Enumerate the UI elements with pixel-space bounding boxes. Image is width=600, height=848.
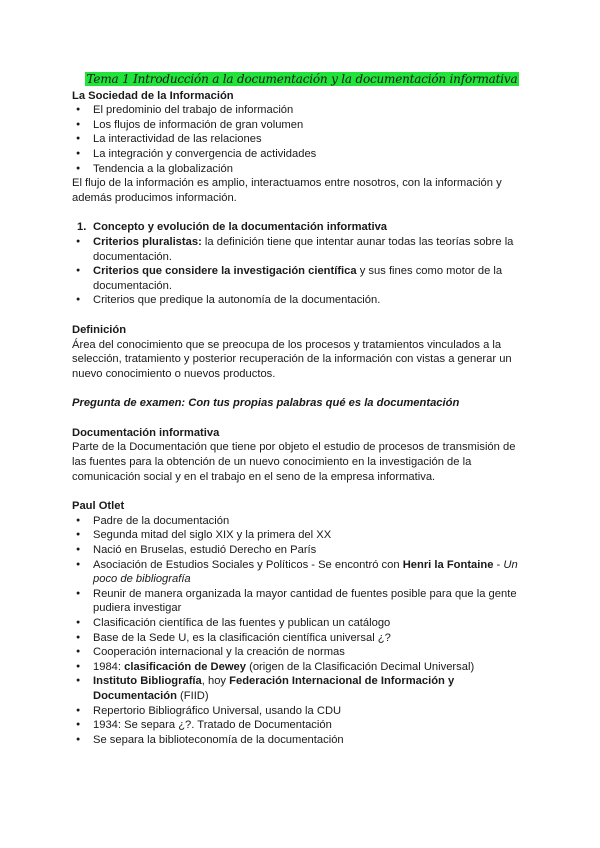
- list-item: ● Los flujos de información de gran volumen: [72, 118, 532, 133]
- criterio-text: la definición tiene que intentar aunar todas las teorías sobre la documentación.: [93, 235, 514, 263]
- list-item: ● La interactividad de las relaciones: [72, 132, 532, 147]
- list-number: 1.: [77, 221, 87, 234]
- list-item: ● 1934: Se separa ¿?. Tratado de Documentación: [72, 718, 532, 733]
- document-page: [72, 72, 532, 747]
- criterio-label: Criterios pluralistas:: [93, 235, 202, 248]
- section-heading-doc-informativa: Documentación informativa: [72, 426, 220, 439]
- list-item: [72, 674, 532, 703]
- dewey-term: clasificación de Dewey: [124, 660, 246, 673]
- list-item: ● Segunda mitad del siglo XIX y la primera del XX: [72, 528, 532, 543]
- definicion-paragraph: Área del conocimiento que se preocupa de los procesos y tratamientos vinculados a la selección, tratamiento y posterior recuperación de la información con vistas a generar un nuevo conocimiento o nuevos productos.: [72, 338, 512, 380]
- item-text: 1984:: [93, 660, 125, 673]
- list-item: ● Clasificación científica de las fuentes y publican un catálogo: [72, 616, 532, 631]
- list-item: ● Se separa la biblioteconomía de la documentación: [72, 733, 532, 748]
- numbered-list: [72, 220, 532, 235]
- section-heading-sociedad: La Sociedad de la Información: [72, 89, 234, 102]
- federation-name: Federación Internacional de Información y Documentación: [93, 675, 455, 702]
- list-item: ● La integración y convergencia de actividades: [72, 147, 532, 162]
- section-heading-definicion: Definición: [72, 323, 127, 336]
- list-item: ● El predominio del trabajo de información: [72, 103, 532, 118]
- title-row: [72, 72, 532, 88]
- institute-name: Instituto Bibliografía: [93, 675, 202, 688]
- list-item: ● Criterios que predique la autonomía de la documentación.: [72, 293, 532, 308]
- item-text: (origen de la Clasificación Decimal Universal): [246, 660, 475, 673]
- numbered-heading: [72, 220, 532, 235]
- sociedad-list: [72, 103, 532, 176]
- criterio-label: Criterios que considere la investigación científica: [93, 265, 357, 278]
- list-item: [72, 235, 532, 264]
- list-item: [72, 558, 532, 587]
- list-item: ● Reunir de manera organizada la mayor cantidad de fuentes posible para que la gente pudiera investigar: [72, 587, 532, 616]
- criterios-list: [72, 235, 532, 308]
- criterio-text: y sus fines como motor de la documentación.: [93, 265, 503, 292]
- book-title: Un poco de bibliografía: [93, 558, 518, 586]
- section-heading-paul-otlet: Paul Otlet: [72, 500, 125, 513]
- otlet-list: [72, 514, 532, 748]
- list-item: ● Padre de la documentación: [72, 514, 532, 529]
- list-item: [72, 264, 532, 293]
- concepto-heading: Concepto y evolución de la documentación informativa: [93, 221, 388, 234]
- list-item: ● Cooperación internacional y la creación de normas: [72, 645, 532, 660]
- person-name: Henri la Fontaine: [402, 558, 494, 571]
- list-item: ● Repertorio Bibliográfico Universal, usando la CDU: [72, 704, 532, 719]
- list-item: ● Base de la Sede U, es la clasificación científica universal ¿?: [72, 631, 532, 646]
- exam-question: Pregunta de examen: Con tus propias palabras qué es la documentación: [72, 397, 460, 410]
- item-text: -: [493, 558, 504, 571]
- list-item: ● Tendencia a la globalización: [72, 162, 532, 177]
- list-item: ● Nació en Bruselas, estudió Derecho en París: [72, 543, 532, 558]
- item-text: Asociación de Estudios Sociales y Políticos - Se encontró con: [93, 558, 403, 571]
- list-item: [72, 660, 532, 675]
- sociedad-paragraph: El flujo de la información es amplio, interactuamos entre nosotros, con la información y además producimos información.: [72, 177, 502, 204]
- doc-informativa-paragraph: Parte de la Documentación que tiene por objeto el estudio de procesos de transmisión de las fuentes para la obtención de un nuevo conocimiento en la investigación de la comunicación social y en el trabajo en el seno de la empresa informativa.: [72, 441, 516, 483]
- page-title: Tema 1 Introducción a la documentación y la documentación informativa: [86, 72, 518, 86]
- item-text: (FIID): [176, 689, 209, 702]
- item-text: , hoy: [201, 675, 230, 688]
